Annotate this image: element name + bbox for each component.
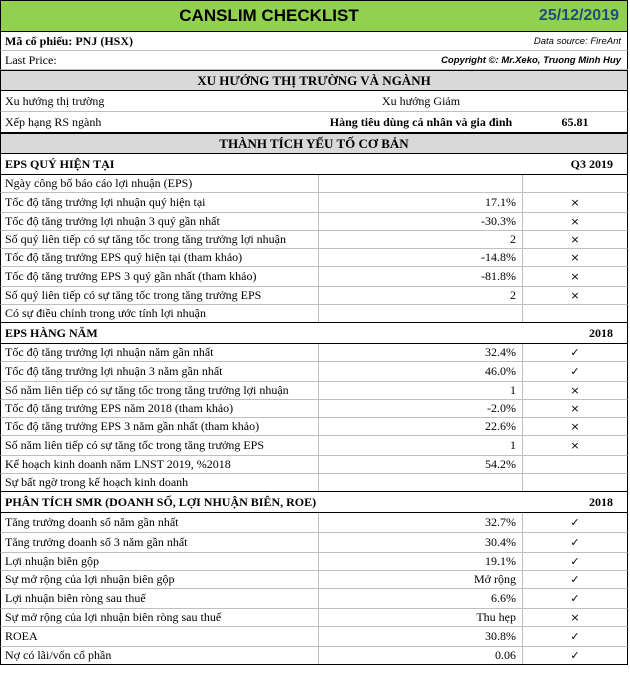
criterion-label: Lợi nhuận biên ròng sau thuế [1, 589, 319, 608]
criterion-value: -30.3% [319, 213, 523, 230]
criterion-value: 2 [319, 287, 523, 304]
checklist-row [0, 267, 628, 287]
criterion-value: 17.1% [319, 193, 523, 212]
group-title: EPS QUÝ HIỆN TẠI [5, 156, 115, 171]
checklist-row [0, 553, 628, 571]
checklist-row [0, 400, 628, 418]
checklist-row [0, 213, 628, 231]
checklist-row [0, 175, 628, 193]
section-fundamentals [0, 133, 628, 154]
criterion-mark-icon: × [570, 233, 580, 246]
checklist-row [0, 533, 628, 553]
criterion-value: 1 [319, 382, 523, 399]
criterion-value: 22.6% [319, 418, 523, 435]
checklist-row [0, 418, 628, 436]
criterion-label: ROEA [1, 627, 319, 646]
checklist-row [0, 474, 628, 492]
copyright: Copyright ©: Mr.Xeko, Truong Minh Huy [441, 54, 621, 66]
criterion-label: Có sự điều chỉnh trong ước tính lợi nhuận [1, 305, 319, 322]
criterion-mark-icon [523, 175, 627, 192]
criterion-value: 1 [319, 436, 523, 455]
market-trend-label: Xu hướng thị trường [5, 93, 105, 108]
criterion-mark-icon: ✓ [570, 536, 580, 549]
criterion-value: 32.7% [319, 513, 523, 532]
section-market-industry [0, 70, 628, 91]
criterion-label: Số quý liên tiếp có sự tăng tốc trong tăng trưởng lợi nhuận [1, 231, 319, 248]
criterion-mark-icon: ✓ [570, 555, 580, 568]
criterion-label: Tốc độ tăng trưởng EPS năm 2018 (tham khảo) [1, 400, 319, 417]
criterion-label: Tốc độ tăng trưởng EPS 3 năm gần nhất (tham khảo) [1, 418, 319, 435]
criterion-mark-icon: × [570, 439, 580, 452]
criterion-label: Tăng trưởng doanh số 3 năm gần nhất [1, 533, 319, 552]
criterion-mark-icon: × [570, 420, 580, 433]
criterion-mark-icon: × [570, 251, 580, 264]
group-header [0, 154, 628, 175]
criterion-label: Tốc độ tăng trưởng lợi nhuận 3 năm gần nhất [1, 362, 319, 381]
group-period: 2018 [589, 325, 613, 340]
ticker-row [0, 32, 628, 51]
criterion-value: 30.4% [319, 533, 523, 552]
criterion-value: 6.6% [319, 589, 523, 608]
criterion-value: 2 [319, 231, 523, 248]
criterion-label: Tốc độ tăng trưởng EPS 3 quý gần nhất (tham khảo) [1, 267, 319, 286]
market-trend-row [0, 91, 628, 112]
criterion-mark-icon: ✓ [570, 516, 580, 529]
section-title: XU HƯỚNG THỊ TRƯỜNG VÀ NGÀNH [197, 72, 431, 88]
rs-label: Xếp hạng RS ngành [5, 114, 102, 129]
criterion-value: 0.06 [319, 647, 523, 664]
checklist-row [0, 193, 628, 213]
criterion-label: Tốc độ tăng trưởng EPS quý hiện tại (tham khảo) [1, 249, 319, 266]
criterion-value: 32.4% [319, 344, 523, 361]
group-header [0, 492, 628, 513]
group-title: EPS HÀNG NĂM [5, 325, 98, 340]
criterion-value: 30.8% [319, 627, 523, 646]
rs-industry: Hàng tiêu dùng cá nhân và gia đình [329, 114, 513, 129]
criterion-mark-icon [523, 305, 627, 322]
criterion-label: Tăng trưởng doanh số năm gần nhất [1, 513, 319, 532]
criterion-mark-icon: × [570, 402, 580, 415]
sheet-title: CANSLIM CHECKLIST [179, 6, 359, 25]
section-title: THÀNH TÍCH YẾU TỐ CƠ BẢN [219, 135, 409, 151]
criterion-mark-icon: × [570, 611, 580, 624]
criterion-mark-icon: ✓ [570, 592, 580, 605]
checklist-row [0, 513, 628, 533]
checklist-row [0, 231, 628, 249]
criterion-value: Thu hẹp [319, 609, 523, 626]
criterion-mark-icon: ✓ [570, 573, 580, 586]
criterion-mark-icon [523, 456, 627, 473]
criterion-mark-icon: × [570, 270, 580, 283]
criterion-label: Sự bất ngờ trong kế hoạch kinh doanh [1, 474, 319, 491]
checklist-row [0, 589, 628, 609]
checklist-row [0, 344, 628, 362]
criterion-label: Sự mở rộng của lợi nhuận biên gộp [1, 571, 319, 588]
criterion-mark-icon: ✓ [570, 365, 580, 378]
report-date: 25/12/2019 [538, 7, 619, 24]
data-source: Data source: FireAnt [533, 35, 621, 47]
checklist-row [0, 362, 628, 382]
fundamentals-groups [0, 154, 628, 665]
checklist-row [0, 305, 628, 323]
criterion-value: 46.0% [319, 362, 523, 381]
checklist-row [0, 647, 628, 665]
criterion-label: Nợ có lãi/vốn cổ phần [1, 647, 319, 664]
criterion-value [319, 305, 523, 322]
criterion-label: Số năm liên tiếp có sự tăng tốc trong tăng trưởng EPS [1, 436, 319, 455]
criterion-value: Mở rộng [319, 571, 523, 588]
checklist-row [0, 382, 628, 400]
criterion-value [319, 175, 523, 192]
criterion-label: Tốc độ tăng trưởng lợi nhuận quý hiện tại [1, 193, 319, 212]
group-period: 2018 [589, 494, 613, 509]
criterion-label: Lợi nhuận biên gộp [1, 553, 319, 570]
checklist-row [0, 456, 628, 474]
criterion-mark-icon: × [570, 384, 580, 397]
ticker-label: Mã cổ phiếu: PNJ (HSX) [5, 33, 133, 48]
checklist-row [0, 249, 628, 267]
criterion-label: Số quý liên tiếp có sự tăng tốc trong tăng trưởng EPS [1, 287, 319, 304]
rs-row [0, 112, 628, 133]
criterion-label: Tốc độ tăng trưởng lợi nhuận 3 quý gần nhất [1, 213, 319, 230]
checklist-row [0, 287, 628, 305]
group-title: PHÂN TÍCH SMR (DOANH SỐ, LỢI NHUẬN BIÊN, ROE) [5, 494, 317, 509]
criterion-value: -2.0% [319, 400, 523, 417]
last-price-row [0, 51, 628, 70]
last-price-label: Last Price: [5, 52, 57, 67]
checklist-row [0, 571, 628, 589]
criterion-value: -81.8% [319, 267, 523, 286]
criterion-mark-icon: × [570, 289, 580, 302]
group-header [0, 323, 628, 344]
checklist-row [0, 609, 628, 627]
criterion-value: 54.2% [319, 456, 523, 473]
criterion-mark-icon: ✓ [570, 630, 580, 643]
criterion-label: Sự mở rộng của lợi nhuận biên ròng sau thuế [1, 609, 319, 626]
criterion-label: Ngày công bố báo cáo lợi nhuận (EPS) [1, 175, 319, 192]
title-row [0, 0, 628, 32]
market-trend-value: Xu hướng Giảm [381, 93, 461, 108]
rs-value: 65.81 [561, 114, 589, 129]
criterion-label: Tốc độ tăng trưởng lợi nhuận năm gần nhất [1, 344, 319, 361]
group-period: Q3 2019 [570, 156, 613, 171]
checklist-row [0, 436, 628, 456]
criterion-value: 19.1% [319, 553, 523, 570]
criterion-label: Kế hoạch kinh doanh năm LNST 2019, %2018 [1, 456, 319, 473]
criterion-value [319, 474, 523, 491]
criterion-mark-icon: × [570, 215, 580, 228]
criterion-label: Số năm liên tiếp có sự tăng tốc trong tăng trưởng lợi nhuận [1, 382, 319, 399]
criterion-mark-icon: × [570, 196, 580, 209]
criterion-mark-icon: ✓ [570, 649, 580, 662]
criterion-mark-icon [523, 474, 627, 491]
criterion-mark-icon: ✓ [570, 346, 580, 359]
checklist-row [0, 627, 628, 647]
criterion-value: -14.8% [319, 249, 523, 266]
